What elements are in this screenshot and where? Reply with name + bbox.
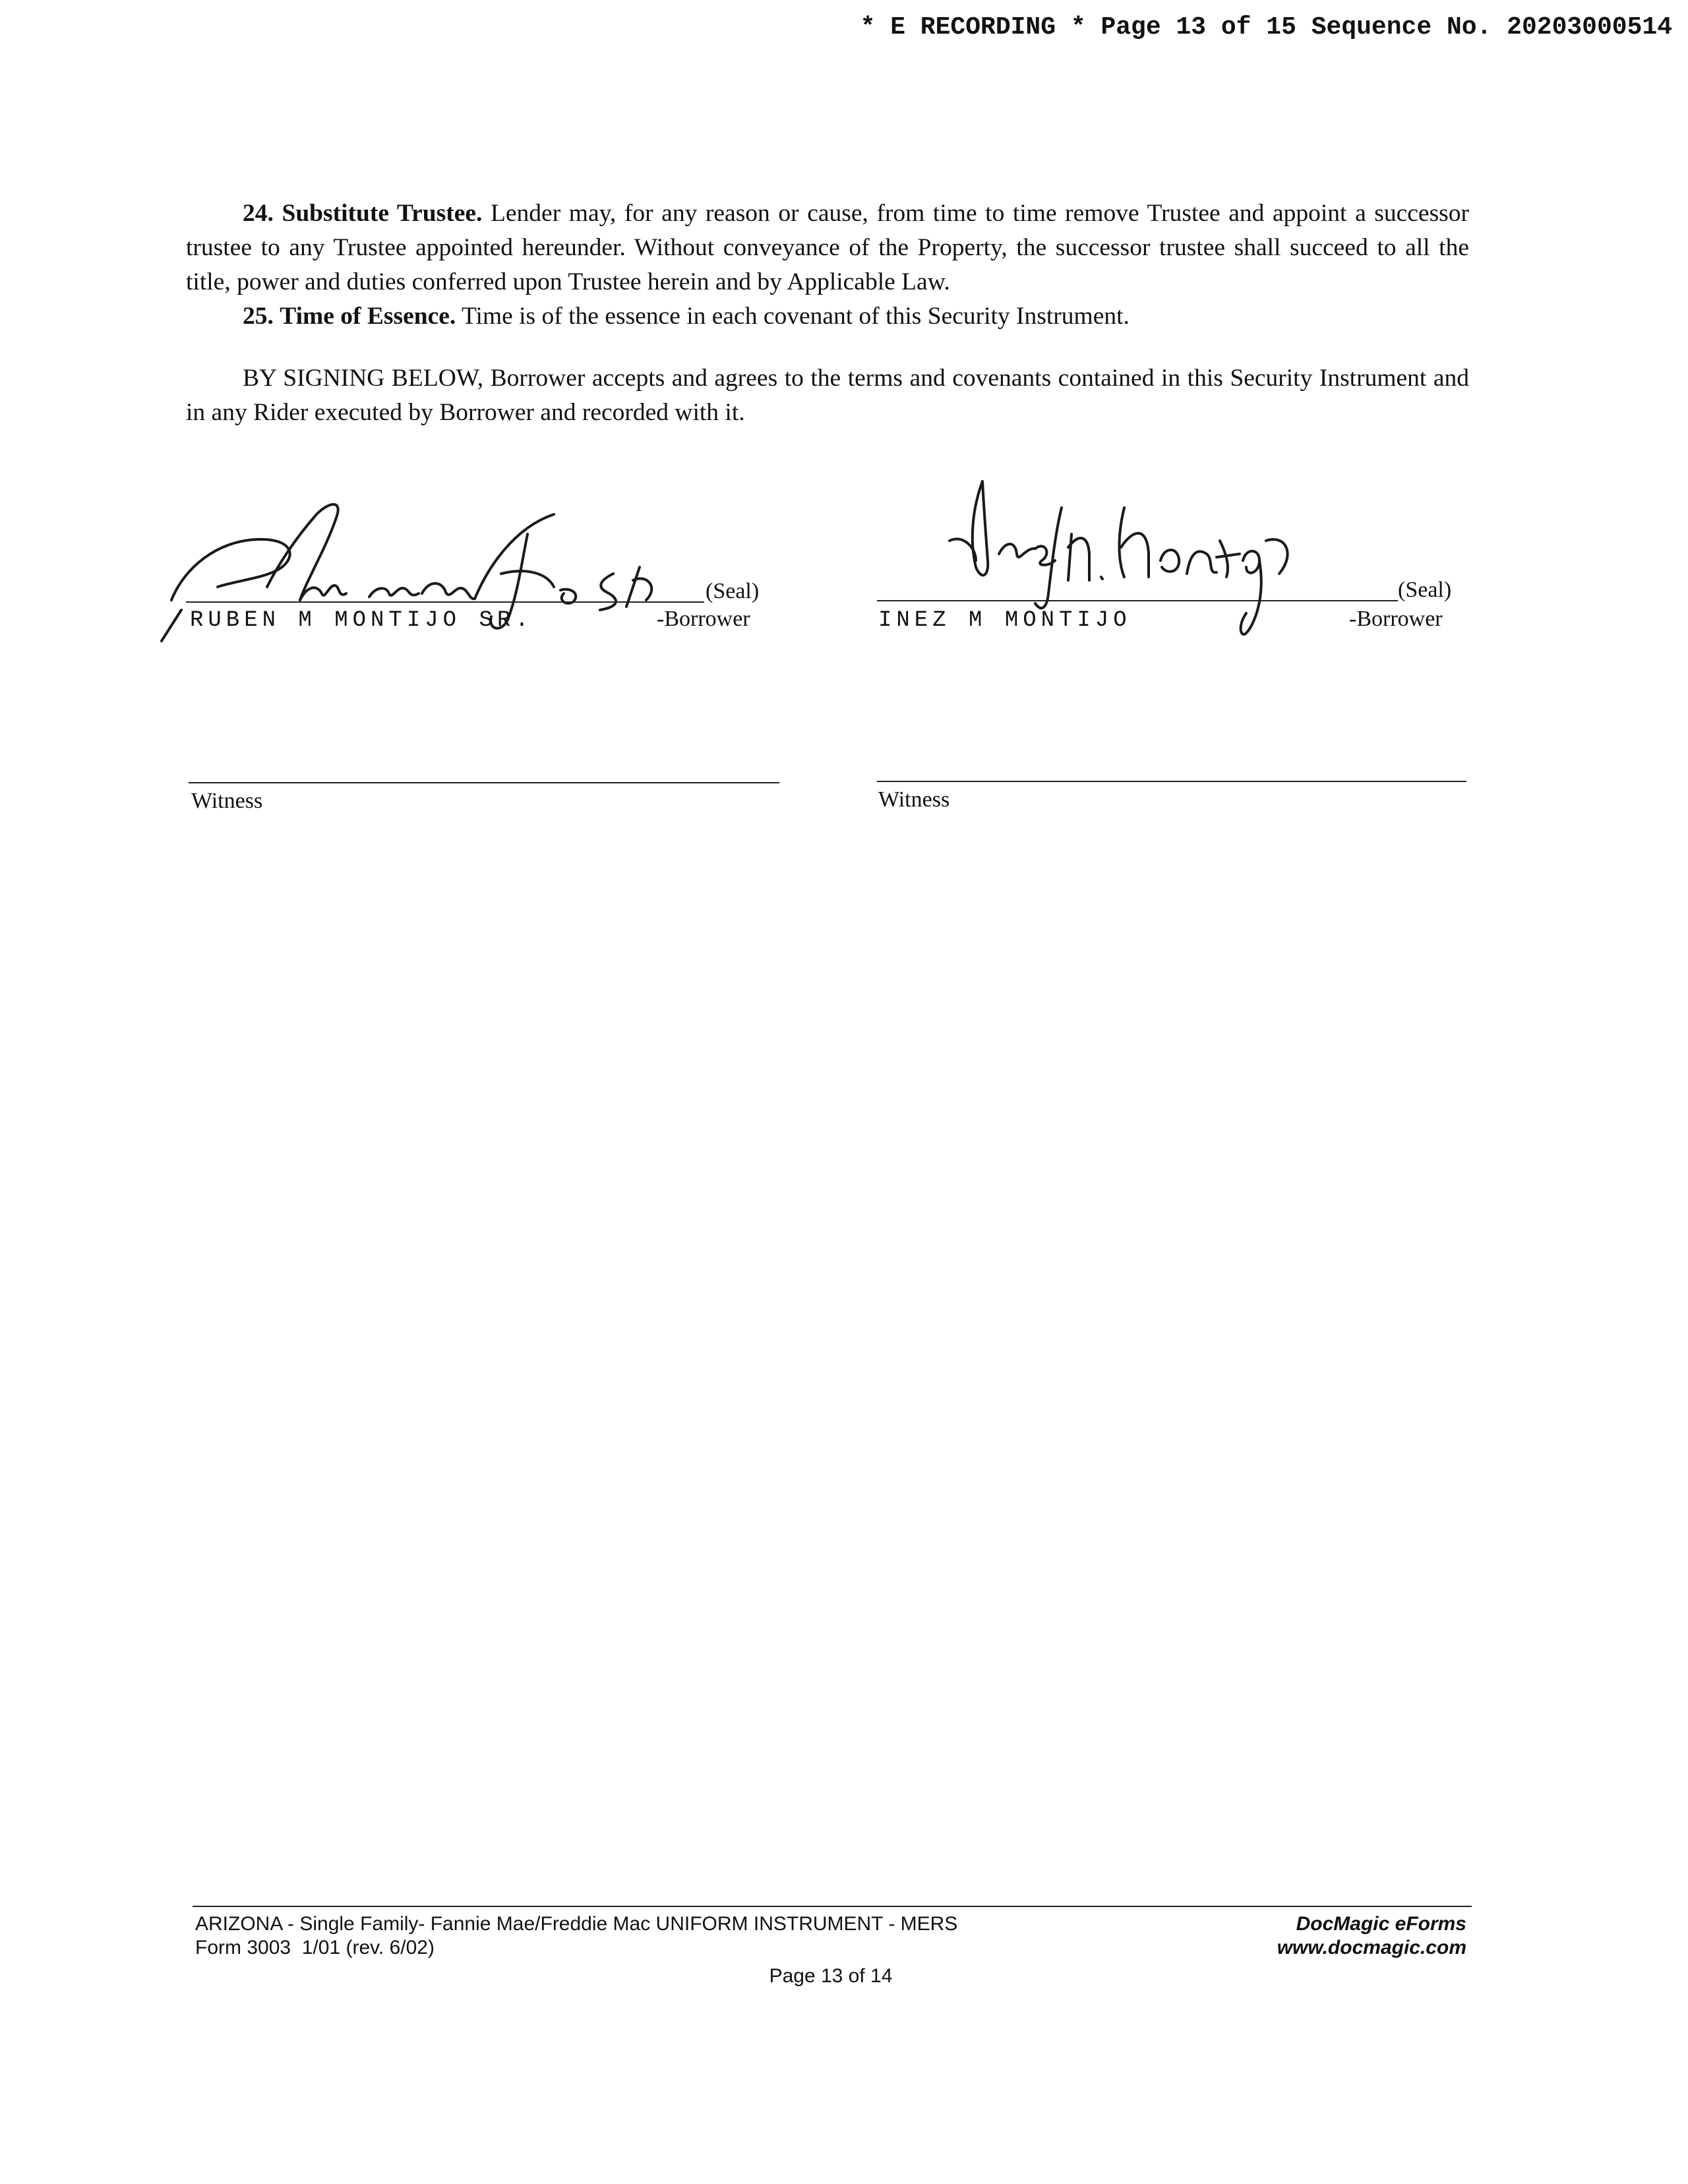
witness-1-label: Witness	[191, 789, 263, 813]
clause-25	[186, 299, 1469, 334]
borrower-2-role: -Borrower	[1349, 607, 1443, 631]
clause-25-heading: Time of Essence.	[280, 303, 456, 330]
borrower-2-name: INEZ M MONTIJO	[878, 608, 1131, 633]
footer-form-info	[195, 1912, 957, 1960]
witness-1-line	[189, 782, 779, 783]
footer-brand: DocMagic eForms	[1296, 1913, 1466, 1935]
footer-branding	[1277, 1912, 1466, 1960]
borrower-1-name: RUBEN M MONTIJO SR.	[190, 608, 533, 633]
borrower-1-role: -Borrower	[657, 607, 750, 631]
borrower-1-signature-line	[186, 601, 704, 603]
signing-statement: BY SIGNING BELOW, Borrower accepts and agrees to the terms and covenants contained in this Security Instrument and in any Rider executed by Borrower and recorded with it.	[186, 365, 1469, 426]
clause-24-heading: Substitute Trustee.	[282, 200, 483, 227]
footer-website: www.docmagic.com	[1277, 1937, 1466, 1958]
footer-form-title: ARIZONA - Single Family- Fannie Mae/Freddie Mac UNIFORM INSTRUMENT - MERS	[195, 1913, 958, 1935]
clause-25-number: 25.	[243, 303, 274, 330]
footer-form-number: Form 3003 1/01 (rev. 6/02)	[195, 1937, 435, 1958]
footer-page-number: Page 13 of 14	[769, 1965, 893, 1987]
borrower-2-seal: (Seal)	[1398, 578, 1452, 602]
recording-header: * E RECORDING * Page 13 of 15 Sequence No. 20203000514	[860, 13, 1672, 42]
clause-25-text: Time is of the essence in each covenant of this Security Instrument.	[456, 303, 1130, 330]
signing-statement-block	[186, 361, 1469, 430]
clause-24-text: Lender may, for any reason or cause, from time to time remove Trustee and appoint a successor trustee to any Trustee appointed hereunder. Without conveyance of the Property, the successor trustee shall succeed to all the title, power and duties conferred upon Trustee herein and by Applicable Law.	[186, 200, 1470, 295]
clauses-block	[186, 197, 1469, 334]
borrower-2-signature-line	[877, 600, 1398, 601]
footer-rule	[193, 1906, 1472, 1907]
witness-2-label: Witness	[878, 787, 950, 812]
witness-2-line	[877, 781, 1466, 782]
borrower-1-seal: (Seal)	[706, 579, 760, 603]
clause-24	[186, 197, 1469, 299]
clause-24-number: 24.	[243, 200, 274, 227]
